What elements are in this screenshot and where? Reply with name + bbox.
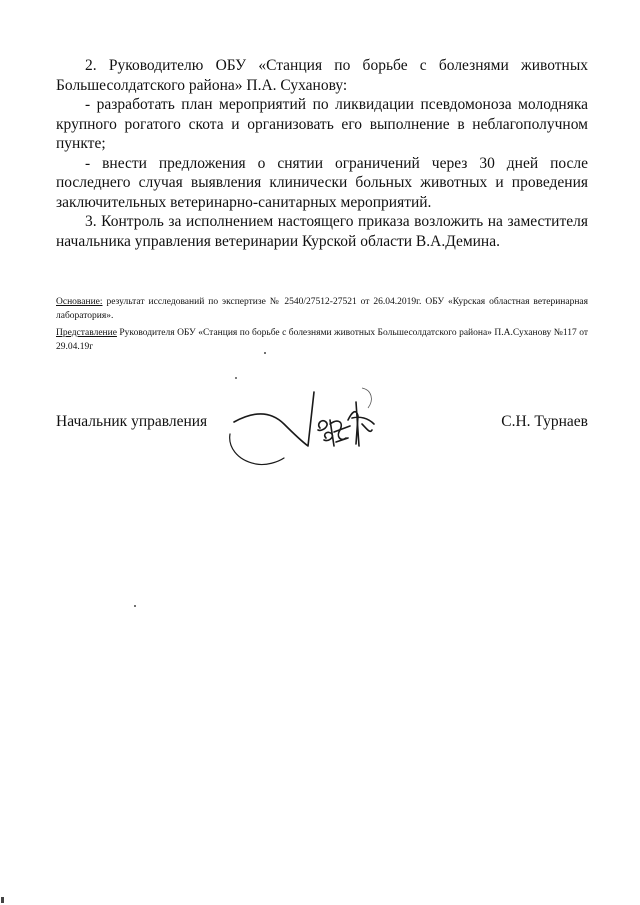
scan-speck [134, 605, 136, 607]
basis-text: результат исследований по экспертизе № 2540/27512-27521 от 26.04.2019г. ОБУ «Курская областная ветеринарная лаборатория». [56, 297, 588, 321]
footnote-block [56, 296, 588, 358]
scan-speck [1, 897, 4, 903]
order-body [56, 56, 588, 251]
representation-label: Представление [56, 328, 117, 338]
item-2-bullet-2: - внести предложения о снятии ограничений через 30 дней после последнего случая выявления клинически больных животных и проведения заключительных ветеринарно-санитарных мероприятий. [56, 154, 588, 211]
representation-text: Руководителя ОБУ «Станция по борьбе с болезнями животных Большесолдатского района» П.А.Суханову №117 от 29.04.19г [56, 328, 588, 352]
item-3: 3. Контроль за исполнением настоящего приказа возложить на заместителя начальника управления ветеринарии Курской области В.А.Демина. [56, 213, 588, 250]
signer-name: С.Н. Турнаев [501, 413, 588, 430]
item-2-bullet-1: - разработать план мероприятий по ликвидации псевдомоноза молодняка крупного рогатого скота и организовать его выполнение в неблагополучном пункте; [56, 96, 588, 152]
basis-label: Основание: [56, 297, 103, 307]
representation-note [56, 327, 588, 354]
item-2-intro: 2. Руководителю ОБУ «Станция по борьбе с болезнями животных Большесолдатского района» П.А. Суханову: [56, 57, 588, 94]
scan-speck [264, 352, 266, 354]
basis-note [56, 296, 588, 323]
position-title: Начальник управления [56, 413, 208, 430]
handwritten-signature [222, 372, 382, 472]
